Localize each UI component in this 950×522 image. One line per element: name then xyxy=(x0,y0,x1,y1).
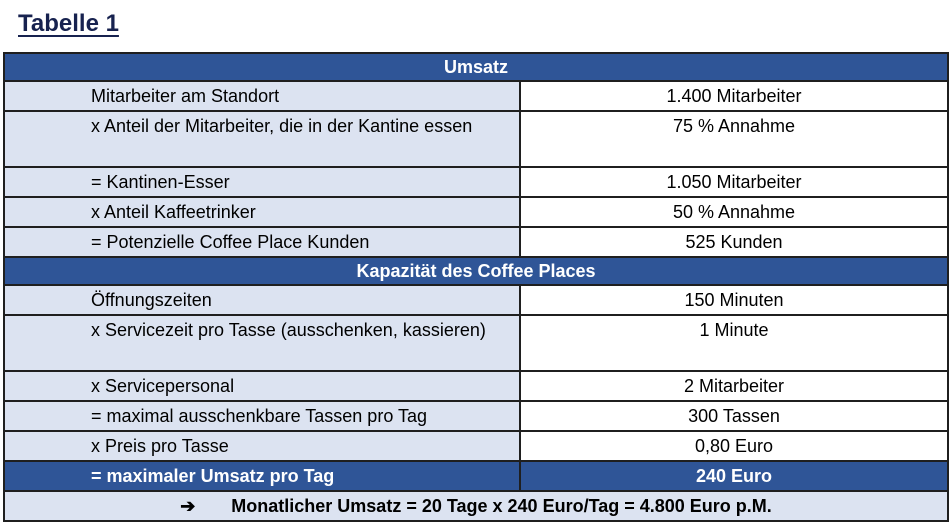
table-row xyxy=(4,401,948,431)
monthly-revenue-text: Monatlicher Umsatz = 20 Tage x 240 Euro/Tag = 4.800 Euro p.M. xyxy=(231,496,772,516)
row-value: 2 Mitarbeiter xyxy=(520,371,948,401)
table-row xyxy=(4,167,948,197)
row-label: x Servicepersonal xyxy=(4,371,520,401)
row-label: x Servicezeit pro Tasse (ausschenken, kassieren) xyxy=(4,315,520,371)
table-row xyxy=(4,315,948,371)
row-value: 150 Minuten xyxy=(520,285,948,315)
table-row xyxy=(4,371,948,401)
row-label: = maximal ausschenkbare Tassen pro Tag xyxy=(4,401,520,431)
total-row xyxy=(4,461,948,491)
table-row xyxy=(4,227,948,257)
table-row xyxy=(4,81,948,111)
row-value: 1.050 Mitarbeiter xyxy=(520,167,948,197)
row-value: 300 Tassen xyxy=(520,401,948,431)
row-label: x Anteil Kaffeetrinker xyxy=(4,197,520,227)
row-value: 1.400 Mitarbeiter xyxy=(520,81,948,111)
table-row xyxy=(4,285,948,315)
calculation-table xyxy=(3,52,949,522)
table-row xyxy=(4,197,948,227)
row-label: Öffnungszeiten xyxy=(4,285,520,315)
row-value: 50 % Annahme xyxy=(520,197,948,227)
row-label: x Anteil der Mitarbeiter, die in der Kantine essen xyxy=(4,111,520,167)
arrow-right-icon: ➔ xyxy=(180,496,196,516)
section-heading: Kapazität des Coffee Places xyxy=(4,257,948,285)
section-heading: Umsatz xyxy=(4,53,948,81)
row-label: x Preis pro Tasse xyxy=(4,431,520,461)
row-label: = Potenzielle Coffee Place Kunden xyxy=(4,227,520,257)
footer-cell xyxy=(4,491,948,521)
row-label: = Kantinen-Esser xyxy=(4,167,520,197)
table-title: Tabelle 1 xyxy=(18,10,119,37)
total-value: 240 Euro xyxy=(520,461,948,491)
row-label: Mitarbeiter am Standort xyxy=(4,81,520,111)
row-value: 75 % Annahme xyxy=(520,111,948,167)
section-header-kapazitaet xyxy=(4,257,948,285)
row-value: 1 Minute xyxy=(520,315,948,371)
table-row xyxy=(4,431,948,461)
footer-row xyxy=(4,491,948,521)
table-row xyxy=(4,111,948,167)
row-value: 0,80 Euro xyxy=(520,431,948,461)
section-header-umsatz xyxy=(4,53,948,81)
total-label: = maximaler Umsatz pro Tag xyxy=(4,461,520,491)
row-value: 525 Kunden xyxy=(520,227,948,257)
